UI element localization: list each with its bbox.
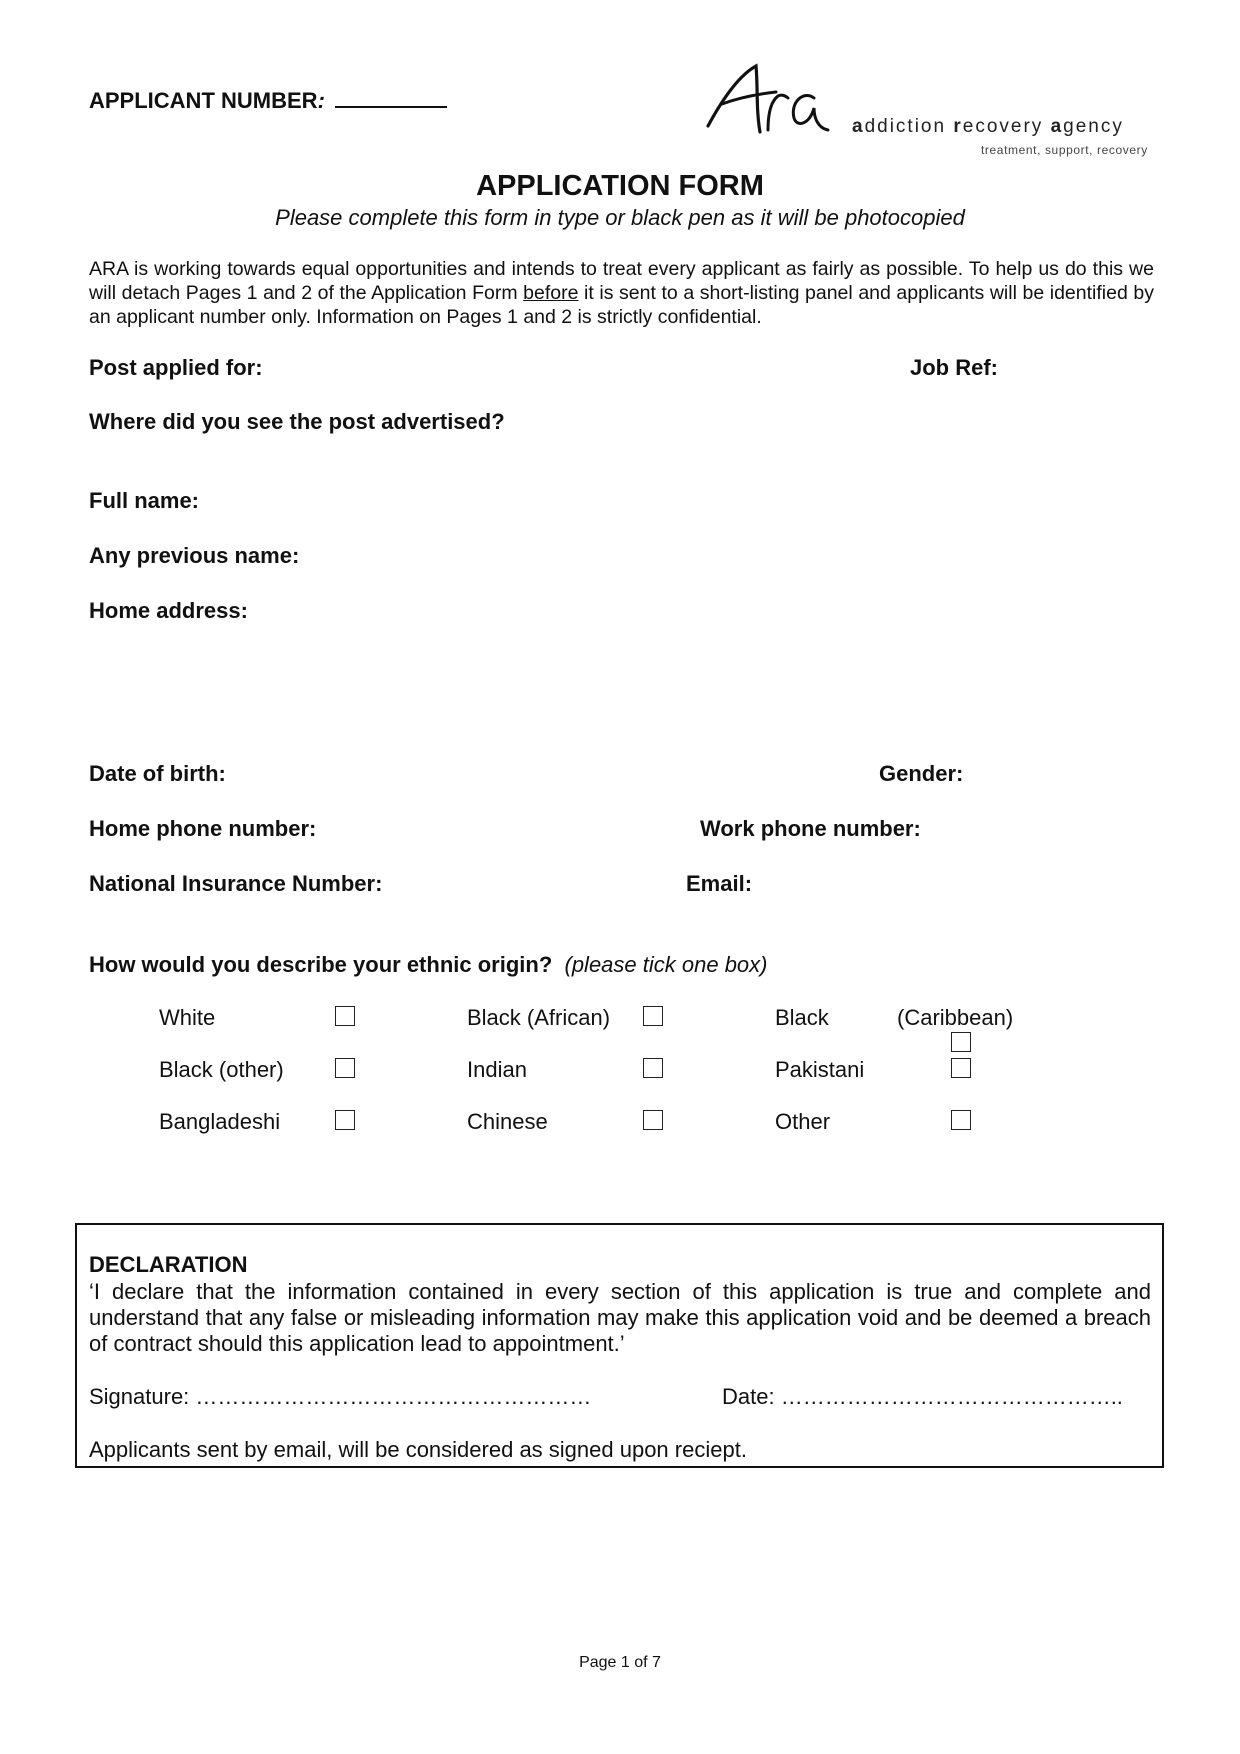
option-label-white: White <box>159 1005 216 1030</box>
job-ref-label: Job Ref: <box>910 355 998 380</box>
option-label-bangladeshi: Bangladeshi <box>159 1109 281 1134</box>
checkbox-bangladeshi[interactable] <box>335 1110 355 1130</box>
page-subtitle: Please complete this form in type or black pen as it will be photocopied <box>275 205 965 230</box>
option-label-chinese: Chinese <box>467 1109 548 1134</box>
email-label: Email: <box>686 871 753 896</box>
home-phone-label: Home phone number: <box>89 816 317 841</box>
gender-label: Gender: <box>879 761 964 786</box>
logo-word: ecovery <box>962 116 1051 137</box>
logo-letter: a <box>852 116 865 137</box>
logo-letter: r <box>953 116 963 137</box>
ethnic-question-hint: (please tick one box) <box>564 952 768 977</box>
full-name-label: Full name: <box>89 488 200 513</box>
option-label-pakistani: Pakistani <box>775 1057 865 1082</box>
logo-letter: a <box>1050 116 1064 137</box>
option-label-black-other: Black (other) <box>159 1057 284 1082</box>
checkbox-black-caribbean[interactable] <box>951 1032 971 1052</box>
logo-word: gency <box>1063 116 1124 137</box>
intro-paragraph <box>89 257 1154 329</box>
date-field[interactable]: Date: ……………………………………….. <box>722 1384 1123 1409</box>
checkbox-chinese[interactable] <box>643 1110 663 1130</box>
logo-word: ddiction <box>864 116 954 137</box>
where-advertised-label: Where did you see the post advertised? <box>89 409 505 434</box>
ethnic-question-text: How would you describe your ethnic origin? <box>89 952 553 977</box>
applicant-number-label <box>89 88 447 114</box>
checkbox-other[interactable] <box>951 1110 971 1130</box>
intro-emphasis: before <box>523 282 579 304</box>
option-label-black-african: Black (African) <box>467 1005 611 1030</box>
email-signature-note: Applicants sent by email, will be considered as signed upon reciept. <box>89 1437 747 1462</box>
post-applied-label: Post applied for: <box>89 355 263 380</box>
checkbox-black-other[interactable] <box>335 1058 355 1078</box>
ni-number-label: National Insurance Number: <box>89 871 383 896</box>
intro-text: ARA is working towards equal opportunities and intends to treat every applicant as fairly as possible. To help us do this we will detach Pages 1 and 2 of the Application Form <box>89 258 1154 304</box>
home-address-label: Home address: <box>89 598 248 623</box>
ethnic-question <box>89 952 768 978</box>
checkbox-black-african[interactable] <box>643 1006 663 1026</box>
applicant-number-text: APPLICANT NUMBER <box>89 88 318 113</box>
applicant-number-colon: : <box>317 88 325 113</box>
page-title: APPLICATION FORM <box>476 170 764 202</box>
checkbox-indian[interactable] <box>643 1058 663 1078</box>
declaration-title: DECLARATION <box>89 1252 248 1277</box>
option-label-caribbean: (Caribbean) <box>897 1005 1014 1030</box>
option-label-other: Other <box>775 1109 831 1134</box>
logo-tagline: treatment, support, recovery <box>981 143 1148 157</box>
declaration-text: ‘I declare that the information contained in every section of this application is true and complete and understand that any false or misleading information may make this application void and be deemed a breach of contract should this application lead to appointment.’ <box>89 1279 1151 1356</box>
previous-name-label: Any previous name: <box>89 543 300 568</box>
work-phone-label: Work phone number: <box>700 816 921 841</box>
applicant-number-field[interactable] <box>335 88 447 108</box>
intro-text: it is sent to a short-listing panel and applicants will be identified by an applicant number only. Information on Pages 1 and 2 is strictly confidential. <box>89 282 1154 328</box>
logo-name <box>852 116 1124 138</box>
checkbox-white[interactable] <box>335 1006 355 1026</box>
option-label-indian: Indian <box>467 1057 527 1082</box>
checkbox-pakistani[interactable] <box>951 1058 971 1078</box>
option-label-black-caribbean: Black <box>775 1005 829 1030</box>
dob-label: Date of birth: <box>89 761 226 786</box>
signature-field[interactable]: Signature: ……………………………………………… <box>89 1384 592 1409</box>
ara-logo-icon <box>700 58 840 143</box>
page-number: Page 1 of 7 <box>579 1654 661 1671</box>
